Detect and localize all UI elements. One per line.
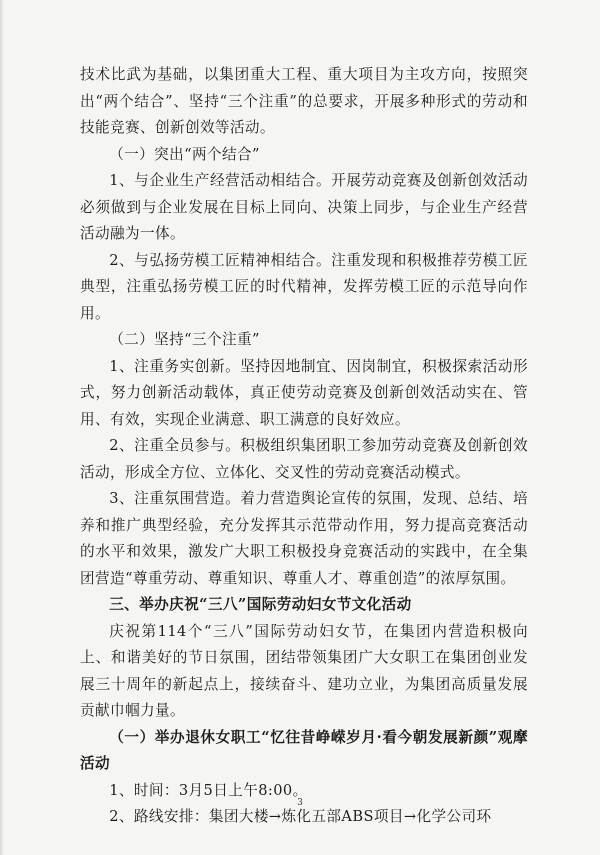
heading-two-combinations: （一）突出“两个结合”	[109, 145, 260, 163]
paragraph-time: 1、时间：3月5日上午8:00。	[109, 781, 308, 799]
paragraph-route: 2、路线安排：集团大楼→炼化五部ABS项目→化学公司环	[109, 808, 492, 825]
paragraph-atmosphere-building: 3、注重氛围营造。着力营造舆论宣传的氛围，发现、总结、培养和推广典型经验，充分发挥其示范带动作用，努力提高竞赛活动的水平和效果，激发广大职工积极投身竞赛活动的实践中，在全集团营造“尊重劳动、尊重知识、尊重人才、尊重创造”的浓厚氛围。	[80, 490, 528, 587]
paragraph-intro-continuation: 技术比武为基础，以集团重大工程、重大项目为主攻方向，按照突出“两个结合”、坚持“三个注重”的总要求，开展多种形式的劳动和技能竞赛、创新创效等活动。	[80, 66, 528, 136]
page-number: 3	[297, 798, 303, 808]
scan-edge-shadow	[0, 0, 4, 855]
paragraph-practical-innovation: 1、注重务实创新。坚持因地制宜、因岗制宜，积极探索活动形式，努力创新活动载体，真正使劳动竞赛及创新创效活动实在、管用、有效，实现企业满意、职工满意的良好效应。	[80, 357, 528, 428]
paragraph-model-worker-spirit: 2、与弘扬劳模工匠精神相结合。注重发现和积极推荐劳模工匠典型，注重弘扬劳模工匠的时代精神，发挥劳模工匠的示范导向作用。	[80, 251, 528, 322]
heading-three-emphases: （二）坚持“三个注重”	[109, 331, 260, 348]
paragraph-full-participation: 2、注重全员参与。积极组织集团职工参加劳动竞赛及创新创效活动，形成全方位、立体化、交叉性的劳动竞赛活动模式。	[80, 437, 528, 481]
subheading-retired-visit: （一）举办退休女职工“忆往昔峥嵘岁月·看今朝发展新颜”观摩活动	[80, 728, 528, 772]
paragraph-production-integration: 1、与企业生产经营活动相结合。开展劳动竞赛及创新创效活动必须做到与企业发展在目标上同向、决策上同步，与企业生产经营活动融为一体。	[80, 172, 528, 242]
section-heading-womens-day: 三、举办庆祝“三八”国际劳动妇女节文化活动	[109, 596, 412, 613]
paragraph-womens-day-intro: 庆祝第114个“三八”国际劳动妇女节，在集团内营造积极向上、和谐美好的节日氛围，团结带领集团广大女职工在集团创业发展三十周年的新起点上，接续奋斗、建功立业，为集团高质量发展贡献巾帼力量。	[80, 622, 528, 719]
body-text	[80, 62, 528, 831]
